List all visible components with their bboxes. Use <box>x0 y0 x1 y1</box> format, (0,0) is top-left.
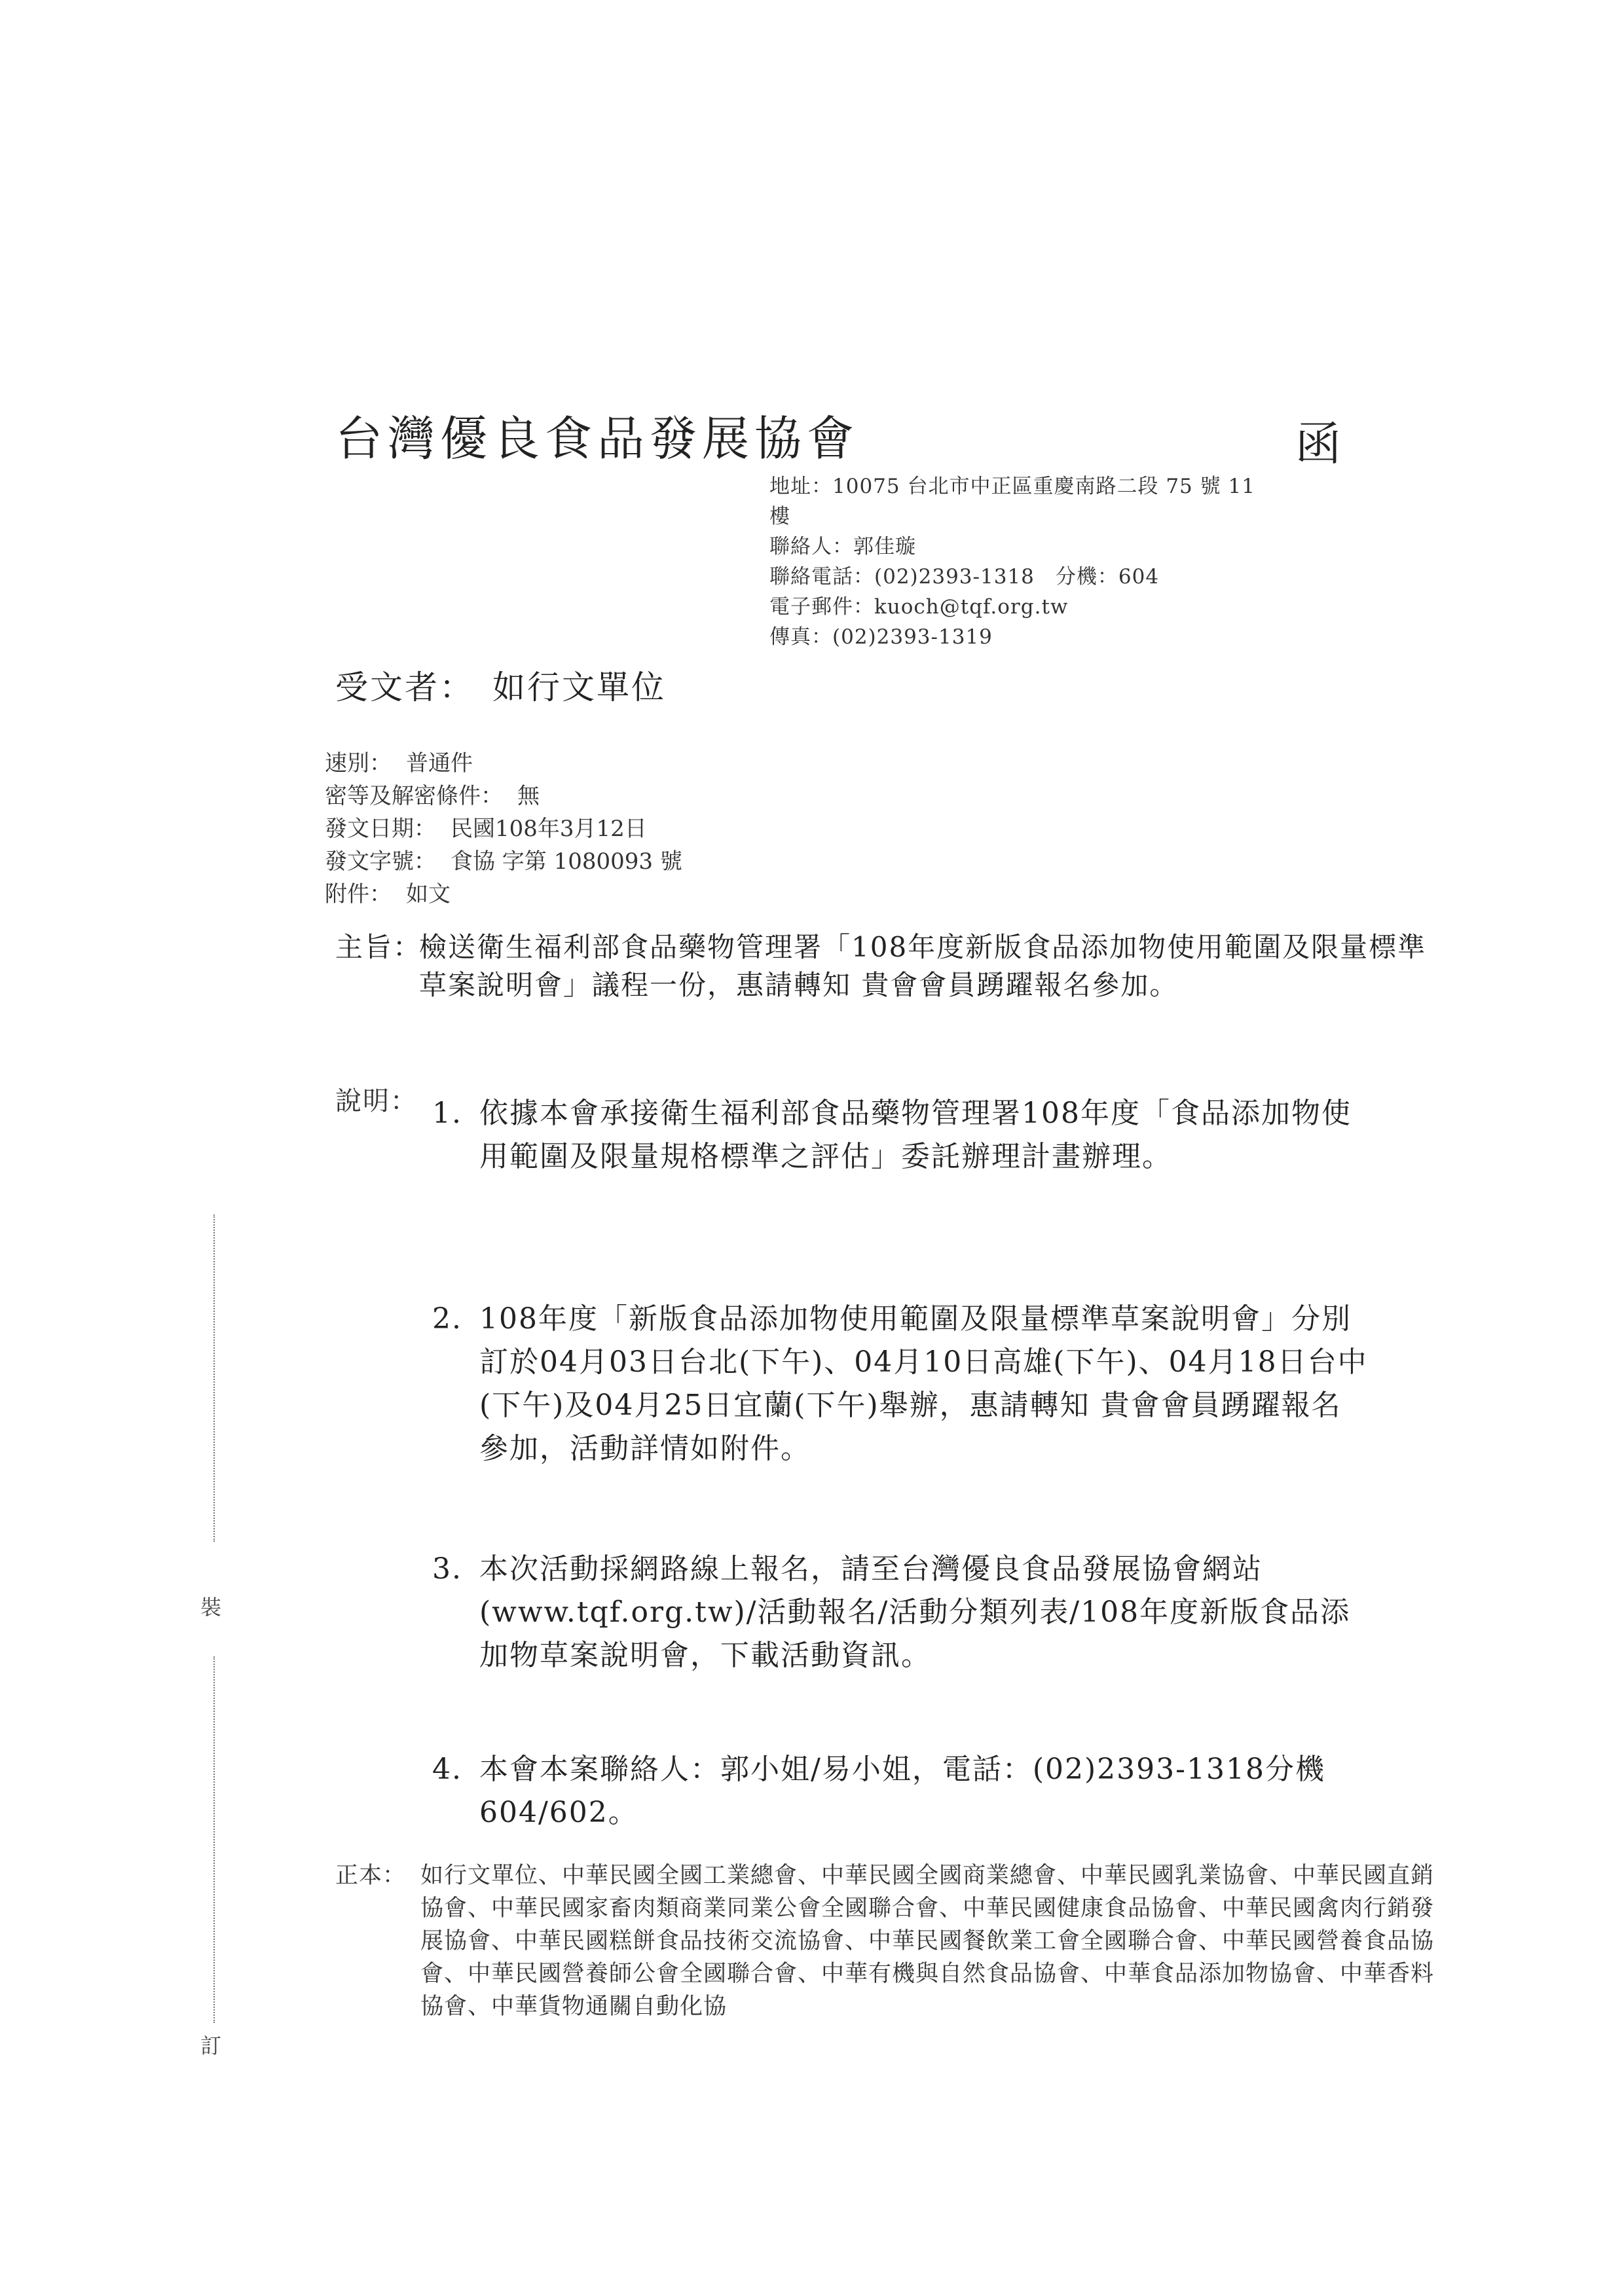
subject-label: 主旨： <box>335 931 422 963</box>
binding-dotted-line-lower <box>213 1656 215 2023</box>
subject-text: 檢送衛生福利部食品藥物管理署「108年度新版食品添加物使用範圍及限量標準草案說明會」議程一份，惠請轉知 貴會會員踴躍報名參加。 <box>419 931 1427 1001</box>
recipient <box>335 661 666 708</box>
doc-type: 函 <box>1295 417 1341 471</box>
recipient-label: 受文者： <box>335 668 474 706</box>
sender-phone: 聯絡電話：(02)2393-1318 分機：604 <box>769 565 1160 589</box>
sender-address: 地址：10075 台北市中正區重慶南路二段 75 號 11 <box>769 475 1255 498</box>
sender-fax: 傳真：(02)2393-1319 <box>769 625 993 649</box>
cc-label: 正本： <box>335 1863 407 1889</box>
binding-dotted-line-upper <box>213 1214 215 1542</box>
meta-doc-number: 發文字號： 食協 字第 1080093 號 <box>325 848 682 875</box>
org-name: 台灣優良食品發展協會 <box>335 411 860 466</box>
meta-date: 發文日期： 民國108年3月12日 <box>325 816 647 842</box>
recipient-value: 如行文單位 <box>492 668 666 706</box>
binding-mark-bottom: 訂 <box>200 2033 222 2058</box>
sender-contact: 聯絡人：郭佳璇 <box>769 535 916 558</box>
explanation-label: 說明： <box>335 1086 418 1116</box>
sender-email: 電子郵件：kuoch@tqf.org.tw <box>769 595 1069 619</box>
cc-text: 如行文單位、中華民國全國工業總會、中華民國全國商業總會、中華民國乳業協會、中華民國直銷協會、中華民國家畜肉類商業同業公會全國聯合會、中華民國健康食品協會、中華民國禽肉行銷發展協會、中華民國糕餅食品技術交流協會、中華民國餐飲業工會全國聯合會、中華民國營養食品協會、中華民國營養師公會全國聯合會、中華有機與自然食品協會、中華食品添加物協會、中華香料協會、中華貨物通關自動化協 <box>420 1863 1435 2020</box>
binding-mark-top: 裝 <box>200 1595 222 1620</box>
meta-attachment: 附件： 如文 <box>325 881 451 907</box>
sender-address-cont: 樓 <box>769 505 790 528</box>
meta-priority: 速別： 普通件 <box>325 750 473 776</box>
meta-classification: 密等及解密條件： 無 <box>325 783 540 809</box>
